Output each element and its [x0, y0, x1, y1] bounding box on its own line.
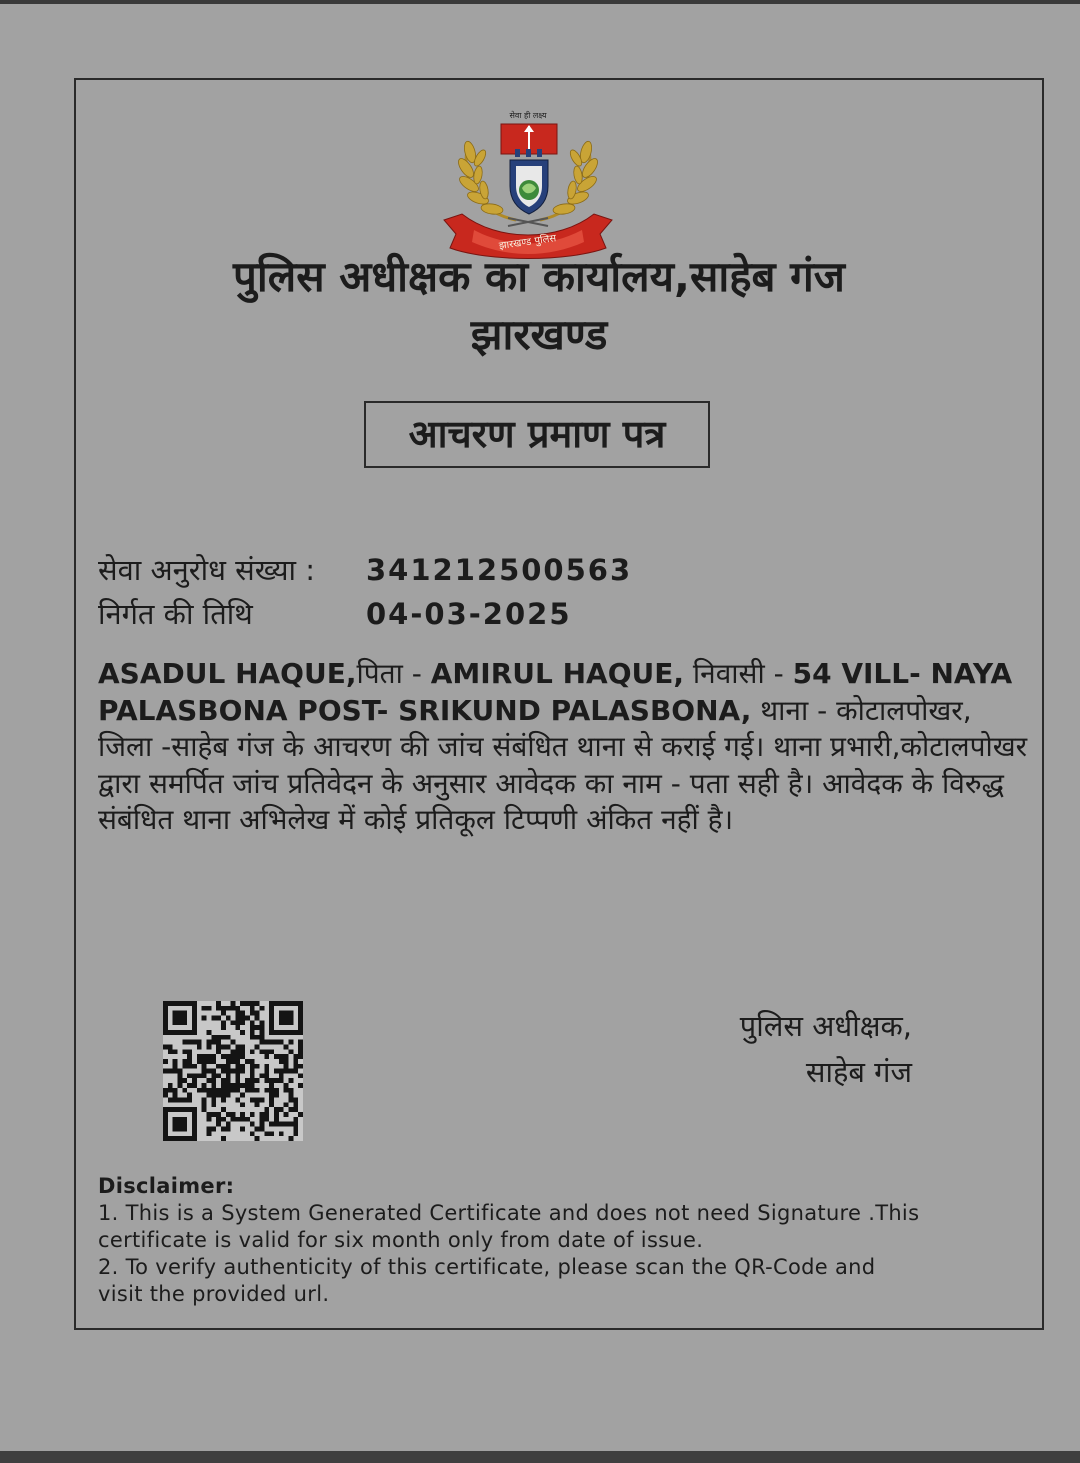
issue-date-row [98, 594, 572, 634]
bottom-edge-bar [0, 1451, 1080, 1463]
certificate-body [98, 656, 1028, 839]
certificate-title: आचरण प्रमाण पत्र [364, 401, 710, 468]
emblem-ribbon-text: झारखण्ड पुलिस [498, 233, 557, 252]
signatory-title: पुलिस अधीक्षक, [739, 1009, 912, 1043]
service-request-label: सेवा अनुरोध संख्या : [98, 553, 316, 587]
applicant-name: ASADUL HAQUE, [98, 657, 357, 690]
disclaimer-point-2a: 2. To verify authenticity of this certificate, please scan the QR-Code and [98, 1255, 876, 1279]
residence-label: निवासी - [684, 657, 793, 690]
issue-date-label: निर्गत की तिथि [98, 597, 253, 631]
disclaimer-point-2b: visit the provided url. [98, 1282, 330, 1306]
disclaimer-heading: Disclaimer: [98, 1174, 235, 1198]
office-title-line1: पुलिस अधीक्षक का कार्यालय,साहेब गंज [233, 252, 845, 301]
top-edge-bar [0, 0, 1080, 4]
disclaimer-block [98, 1173, 998, 1308]
office-title-line2: झारखण्ड [470, 310, 608, 359]
applicant-address: 54 VILL- NAYA PALASBONA POST- SRIKUND PALASBONA, [98, 657, 1013, 727]
service-request-number: 341212500563 [366, 553, 633, 587]
father-name: AMIRUL HAQUE, [430, 657, 685, 690]
issue-date-value: 04-03-2025 [366, 597, 572, 631]
office-title [74, 248, 1004, 364]
verification-qr-code[interactable] [163, 1001, 303, 1141]
signatory-block [740, 1003, 912, 1095]
service-request-row [98, 550, 633, 590]
certificate-body-text: थाना - कोटालपोखर, जिला -साहेब गंज के आचरण की जांच संबंधित थाना से कराई गई। थाना प्रभारी,कोटालपोखर द्वारा समर्पित जांच प्रतिवेदन के अनुसार आवेदक का नाम - पता सही है। आवेदक के विरुद्ध संबंधित थाना अभिलेख में कोई प्रतिकूल टिप्पणी अंकित नहीं है। [98, 693, 1028, 836]
disclaimer-point-1a: 1. This is a System Generated Certificate and does not need Signature .This [98, 1201, 920, 1225]
emblem-motto: सेवा ही लक्ष्य [509, 111, 547, 120]
father-label: पिता - [356, 657, 431, 690]
signatory-location: साहेब गंज [805, 1055, 912, 1089]
jharkhand-police-emblem [438, 102, 618, 262]
disclaimer-point-1b: certificate is valid for six month only from date of issue. [98, 1228, 704, 1252]
